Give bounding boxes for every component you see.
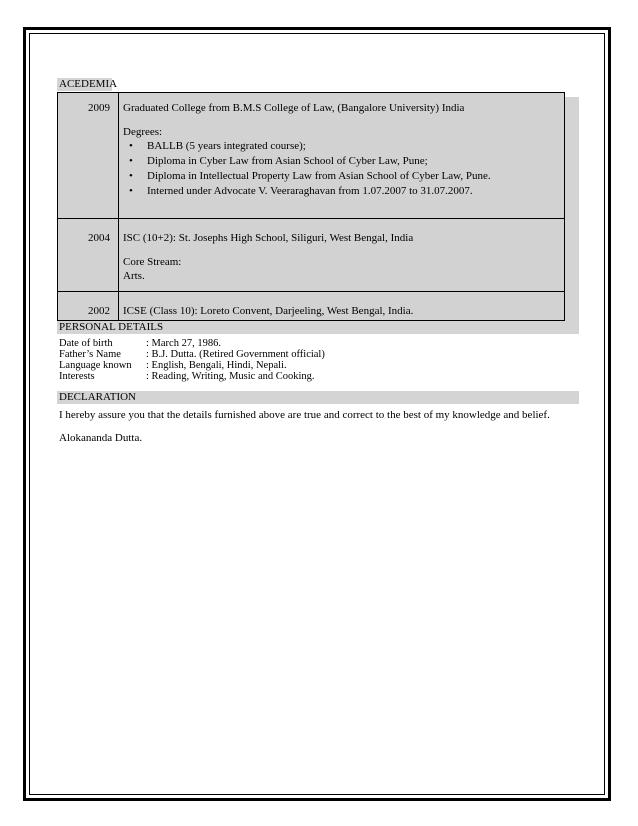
personal-details [59, 338, 325, 382]
education-details [123, 101, 564, 199]
bullet-icon: • [129, 170, 133, 182]
education-title: ISC (10+2): St. Josephs High School, Siliguri, West Bengal, India [123, 232, 414, 244]
education-details [123, 231, 564, 283]
declaration-text: I hereby assure you that the details furnished above are true and correct to the best of my knowledge and belief. [59, 409, 550, 421]
education-year: 2004 [88, 232, 110, 244]
education-row-2004 [58, 231, 564, 291]
personal-label: Date of birth [59, 338, 113, 349]
education-details [123, 304, 564, 318]
table-shade-strip [565, 97, 579, 321]
degree-text: Diploma in Cyber Law from Asian School of Cyber Law, Pune; [147, 155, 428, 167]
signature-name: Alokananda Dutta. [59, 432, 143, 444]
degree-text: BALLB (5 years integrated course); [147, 140, 306, 152]
section-heading-declaration: DECLARATION [57, 391, 579, 404]
degree-text: Diploma in Intellectual Property Law from Asian School of Cyber Law, Pune. [147, 170, 491, 182]
personal-value: : March 27, 1986. [146, 338, 221, 349]
stream-value: Arts. [123, 270, 145, 282]
personal-label: Interests [59, 371, 95, 382]
education-title: Graduated College from B.M.S College of Law, (Bangalore University) India [123, 102, 465, 114]
personal-label: Father’s Name [59, 349, 121, 360]
education-year: 2009 [88, 102, 110, 114]
degree-text: Interned under Advocate V. Veeraraghavan from 1.07.2007 to 31.07.2007. [147, 185, 473, 197]
education-title: ICSE (Class 10): Loreto Convent, Darjeeling, West Bengal, India. [123, 305, 414, 317]
bullet-icon: • [129, 140, 133, 152]
personal-row [59, 338, 325, 349]
bullet-icon: • [129, 155, 133, 167]
list-item [123, 154, 564, 169]
personal-label: Language known [59, 360, 132, 371]
bullet-icon: • [129, 185, 133, 197]
education-year: 2002 [88, 305, 110, 317]
personal-value: : Reading, Writing, Music and Cooking. [146, 371, 315, 382]
degrees-list [123, 139, 564, 199]
education-row-2002 [58, 304, 564, 320]
personal-row [59, 360, 325, 371]
education-table [57, 92, 565, 321]
row-divider [58, 291, 564, 292]
personal-value: : English, Bengali, Hindi, Nepali. [146, 360, 287, 371]
degrees-label: Degrees: [123, 126, 163, 138]
personal-value: : B.J. Dutta. (Retired Government official) [146, 349, 325, 360]
list-item [123, 184, 564, 199]
section-heading-academia: ACEDEMIA [59, 78, 118, 90]
list-item [123, 169, 564, 184]
stream-label: Core Stream: [123, 256, 182, 268]
personal-row [59, 371, 325, 382]
row-divider [58, 218, 564, 219]
list-item [123, 139, 564, 154]
education-row-2009 [58, 101, 564, 219]
personal-row [59, 349, 325, 360]
section-heading-personal: PERSONAL DETAILS [57, 321, 579, 334]
